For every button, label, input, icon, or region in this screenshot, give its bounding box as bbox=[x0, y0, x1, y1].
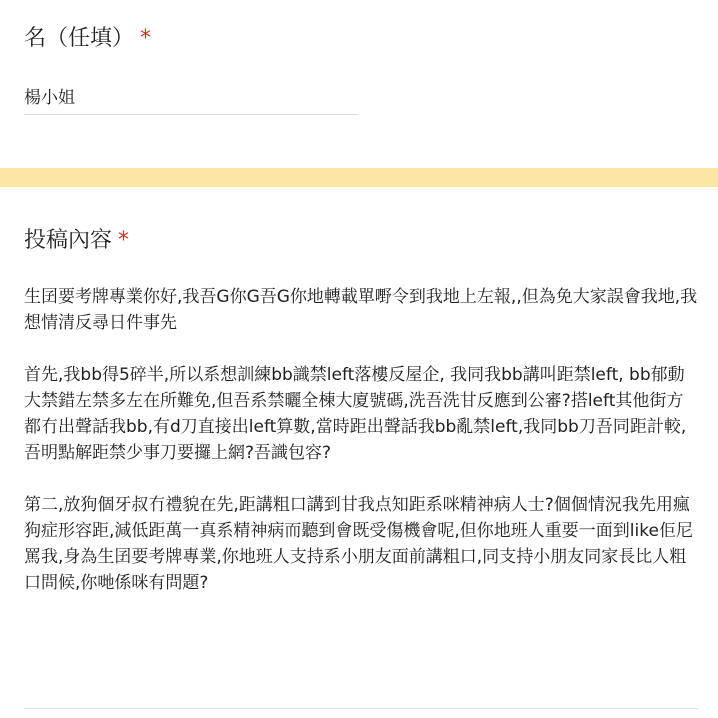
name-answer-value: 楊小姐 bbox=[24, 88, 75, 108]
answer-paragraph: 首先,我bb得5碎半,所以系想訓練bb識禁left落樓反屋企, 我同我bb講叫距禁left, bb郁動大禁錯左禁多左在所難免,但吾系禁曬全棟大廈號碼,洗吾洗甘反應到公審?搭left其他街方都冇出聲話我bb,有d刀直接出left算數,當時距出聲話我bb亂禁left,我同bb刀吾同距計較,吾明點解距禁少事刀要攞上網?吾識包容? bbox=[24, 365, 687, 463]
question-title-content-text: 投稿內容 bbox=[24, 228, 113, 253]
name-answer-field[interactable] bbox=[24, 84, 358, 115]
question-title-content bbox=[24, 226, 129, 256]
paragraph-spacer bbox=[24, 336, 698, 362]
required-asterisk: * bbox=[118, 228, 130, 253]
question-title-name bbox=[24, 24, 151, 54]
section-divider bbox=[0, 168, 718, 187]
paragraph-spacer bbox=[24, 466, 698, 492]
content-answer-field[interactable] bbox=[24, 284, 698, 709]
required-asterisk: * bbox=[140, 26, 152, 51]
question-title-name-text: 名（任填） bbox=[24, 26, 135, 51]
answer-paragraph: 第二,放狗個牙叔冇禮貌在先,距講粗口講到甘我点知距系咪精神病人士?個個情況我先用瘋狗症形容距,減低距萬一真系精神病而聽到會既受傷機會呢,但你地班人重要一面到like佢尼罵我,身為生囝要考牌專業,你地班人支持系小朋友面前講粗口,同支持小朋友同家長比人粗口問候,你哋係咪有問題? bbox=[24, 495, 693, 593]
answer-paragraph: 生囝要考牌專業你好,我吾G你G吾G你地轉載單嘢令到我地上左報,,但為免大家誤會我地,我想情清反尋日件事先 bbox=[24, 287, 698, 333]
